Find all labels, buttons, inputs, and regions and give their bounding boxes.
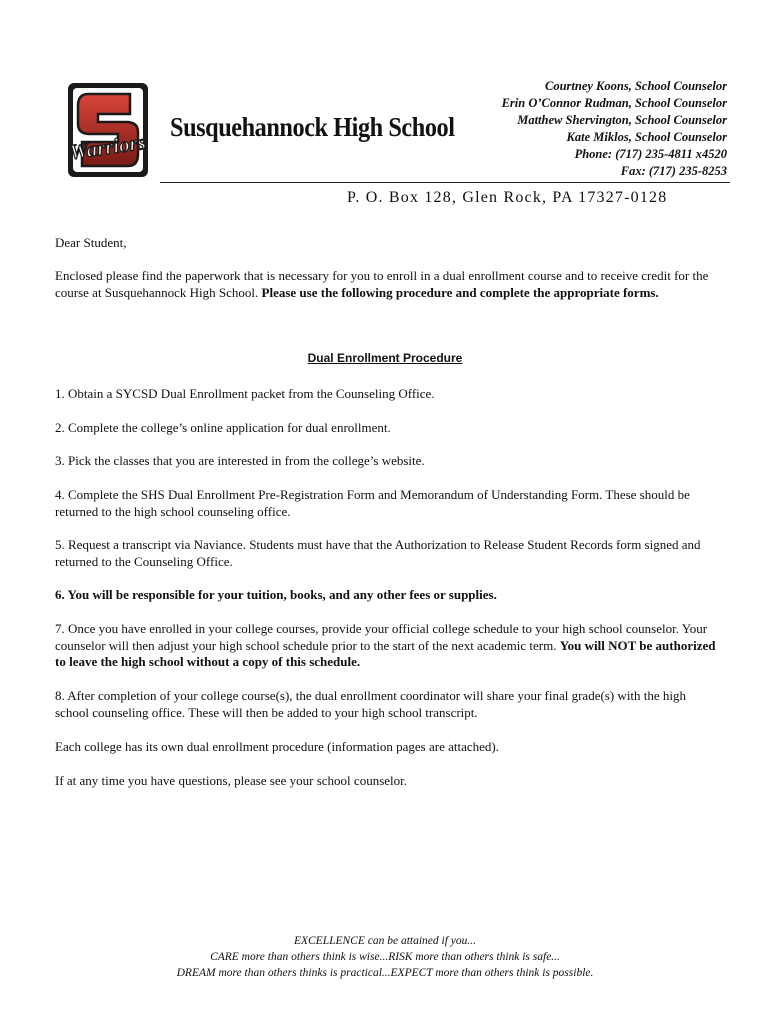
staff-line: Kate Miklos, School Counselor — [566, 130, 727, 144]
intro-bold-text: Please use the following procedure and complete the appropriate forms. — [261, 284, 659, 300]
step-4: 4. Complete the SHS Dual Enrollment Pre-Registration Form and Memorandum of Understanding Form. These should be returned to the high school counseling office. — [55, 487, 690, 519]
school-name: Susquehannock High School — [170, 112, 455, 142]
staff-contact-list — [502, 78, 727, 180]
step-5: 5. Request a transcript via Naviance. Students must have that the Authorization to Release Student Records form signed and returned to the Counseling Office. — [55, 537, 701, 569]
footer-line: EXCELLENCE can be attained if you... — [293, 935, 477, 947]
step-2: 2. Complete the college’s online application for dual enrollment. — [55, 420, 391, 435]
school-address: P. O. Box 128, Glen Rock, PA 17327-0128 — [347, 189, 668, 206]
header-divider — [160, 182, 730, 183]
intro-paragraph — [55, 268, 720, 301]
school-logo — [56, 80, 160, 180]
step-7 — [55, 621, 720, 671]
footer-motto — [0, 933, 770, 981]
staff-line: Matthew Shervington, School Counselor — [517, 113, 727, 127]
closing-line-1: Each college has its own dual enrollment procedure (information pages are attached). — [55, 739, 499, 754]
footer-line: CARE more than others think is wise...RISK more than others think is safe... — [210, 951, 560, 963]
salutation: Dear Student, — [55, 235, 127, 250]
step-7-bold-text: You will NOT be authorized to leave the high school without a copy of this schedule. — [55, 637, 716, 669]
footer-line: DREAM more than others thinks is practical...EXPECT more than others think is possible. — [176, 967, 594, 979]
procedure-title: Dual Enrollment Procedure — [307, 351, 463, 365]
phone-line: Phone: (717) 235-4811 x4520 — [574, 147, 727, 161]
step-1: 1. Obtain a SYCSD Dual Enrollment packet from the Counseling Office. — [55, 386, 435, 401]
step-7-text: 7. Once you have enrolled in your college courses, provide your official college schedule to your high school counselor. Your counselor will then adjust your high school schedule prior to the start of the next academic term. — [55, 621, 708, 653]
closing-line-2: If at any time you have questions, please see your school counselor. — [55, 773, 407, 788]
step-3: 3. Pick the classes that you are interested in from the college’s website. — [55, 453, 425, 468]
step-6: 6. You will be responsible for your tuition, books, and any other fees or supplies. — [55, 587, 497, 602]
logo-warriors-text: Warriors — [67, 129, 148, 165]
staff-line: Courtney Koons, School Counselor — [545, 79, 727, 93]
step-8: 8. After completion of your college course(s), the dual enrollment coordinator will share your final grade(s) with the high school counseling office. These will then be added to your high school transcript. — [55, 688, 687, 720]
staff-line: Erin O’Connor Rudman, School Counselor — [501, 96, 727, 110]
intro-text: Enclosed please find the paperwork that is necessary for you to enroll in a dual enrollment course and to receive credit for the course at Susquehannock High School. — [55, 268, 709, 300]
fax-line: Fax: (717) 235-8253 — [620, 164, 727, 178]
